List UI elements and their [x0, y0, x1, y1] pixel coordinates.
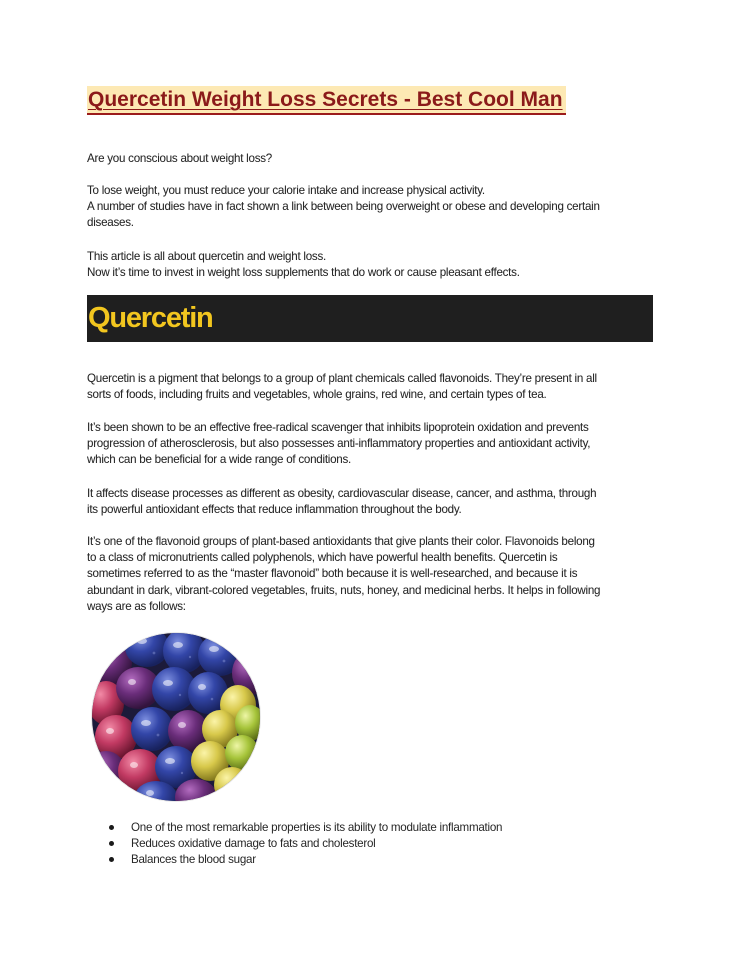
text-line: Now it’s time to invest in weight loss supplements that do work or cause pleasant effects.	[87, 266, 520, 280]
text-line: its powerful antioxidant effects that reduce inflammation throughout the body.	[87, 503, 462, 517]
text-line: sorts of foods, including fruits and vegetables, whole grains, red wine, and certain types of tea.	[87, 388, 547, 402]
document-title: Quercetin Weight Loss Secrets - Best Cool Man	[87, 86, 566, 115]
text-line: A number of studies have in fact shown a link between being overweight or obese and developing certain	[87, 200, 600, 214]
text-line: abundant in dark, vibrant-colored vegetables, fruits, nuts, honey, and medicinal herbs. It helps in following	[87, 583, 601, 597]
section-paragraph-4	[87, 534, 653, 615]
section-paragraph-1	[87, 371, 653, 403]
grapes-illustration	[92, 633, 260, 801]
benefits-list	[107, 820, 502, 868]
section-paragraph-2	[87, 420, 653, 469]
intro-paragraph-1	[87, 151, 653, 167]
section-banner	[87, 295, 653, 342]
text-line: Are you conscious about weight loss?	[87, 152, 272, 165]
intro-paragraph-3	[87, 249, 653, 281]
grapes-photo	[92, 633, 260, 801]
text-line: progression of atherosclerosis, but also possesses anti-inflammatory properties and antioxidant activity,	[87, 437, 591, 451]
section-paragraph-3	[87, 486, 653, 518]
text-line: which can be beneficial for a wide range of conditions.	[87, 453, 352, 467]
text-line: This article is all about quercetin and weight loss.	[87, 250, 326, 263]
text-line: It’s been shown to be an effective free-radical scavenger that inhibits lipoprotein oxidation and prevents	[87, 421, 589, 434]
text-line: It’s one of the flavonoid groups of plant-based antioxidants that give plants their color. Flavonoids belong	[87, 535, 595, 548]
text-line: diseases.	[87, 216, 134, 230]
text-line: To lose weight, you must reduce your calorie intake and increase physical activity.	[87, 184, 485, 197]
list-item: Reduces oxidative damage to fats and cholesterol	[107, 836, 502, 852]
text-line: Quercetin is a pigment that belongs to a group of plant chemicals called flavonoids. They’re present in all	[87, 372, 597, 385]
text-line: It affects disease processes as different as obesity, cardiovascular disease, cancer, and asthma, through	[87, 487, 597, 500]
text-line: to a class of micronutrients called polyphenols, which have powerful health benefits. Quercetin is	[87, 551, 558, 565]
list-item: One of the most remarkable properties is its ability to modulate inflammation	[107, 820, 502, 836]
text-line: sometimes referred to as the “master flavonoid” both because it is well-researched, and because it is	[87, 567, 578, 581]
list-item: Balances the blood sugar	[107, 852, 502, 868]
section-heading: Quercetin	[88, 302, 213, 334]
intro-paragraph-2	[87, 183, 653, 232]
text-line: ways are as follows:	[87, 599, 186, 613]
